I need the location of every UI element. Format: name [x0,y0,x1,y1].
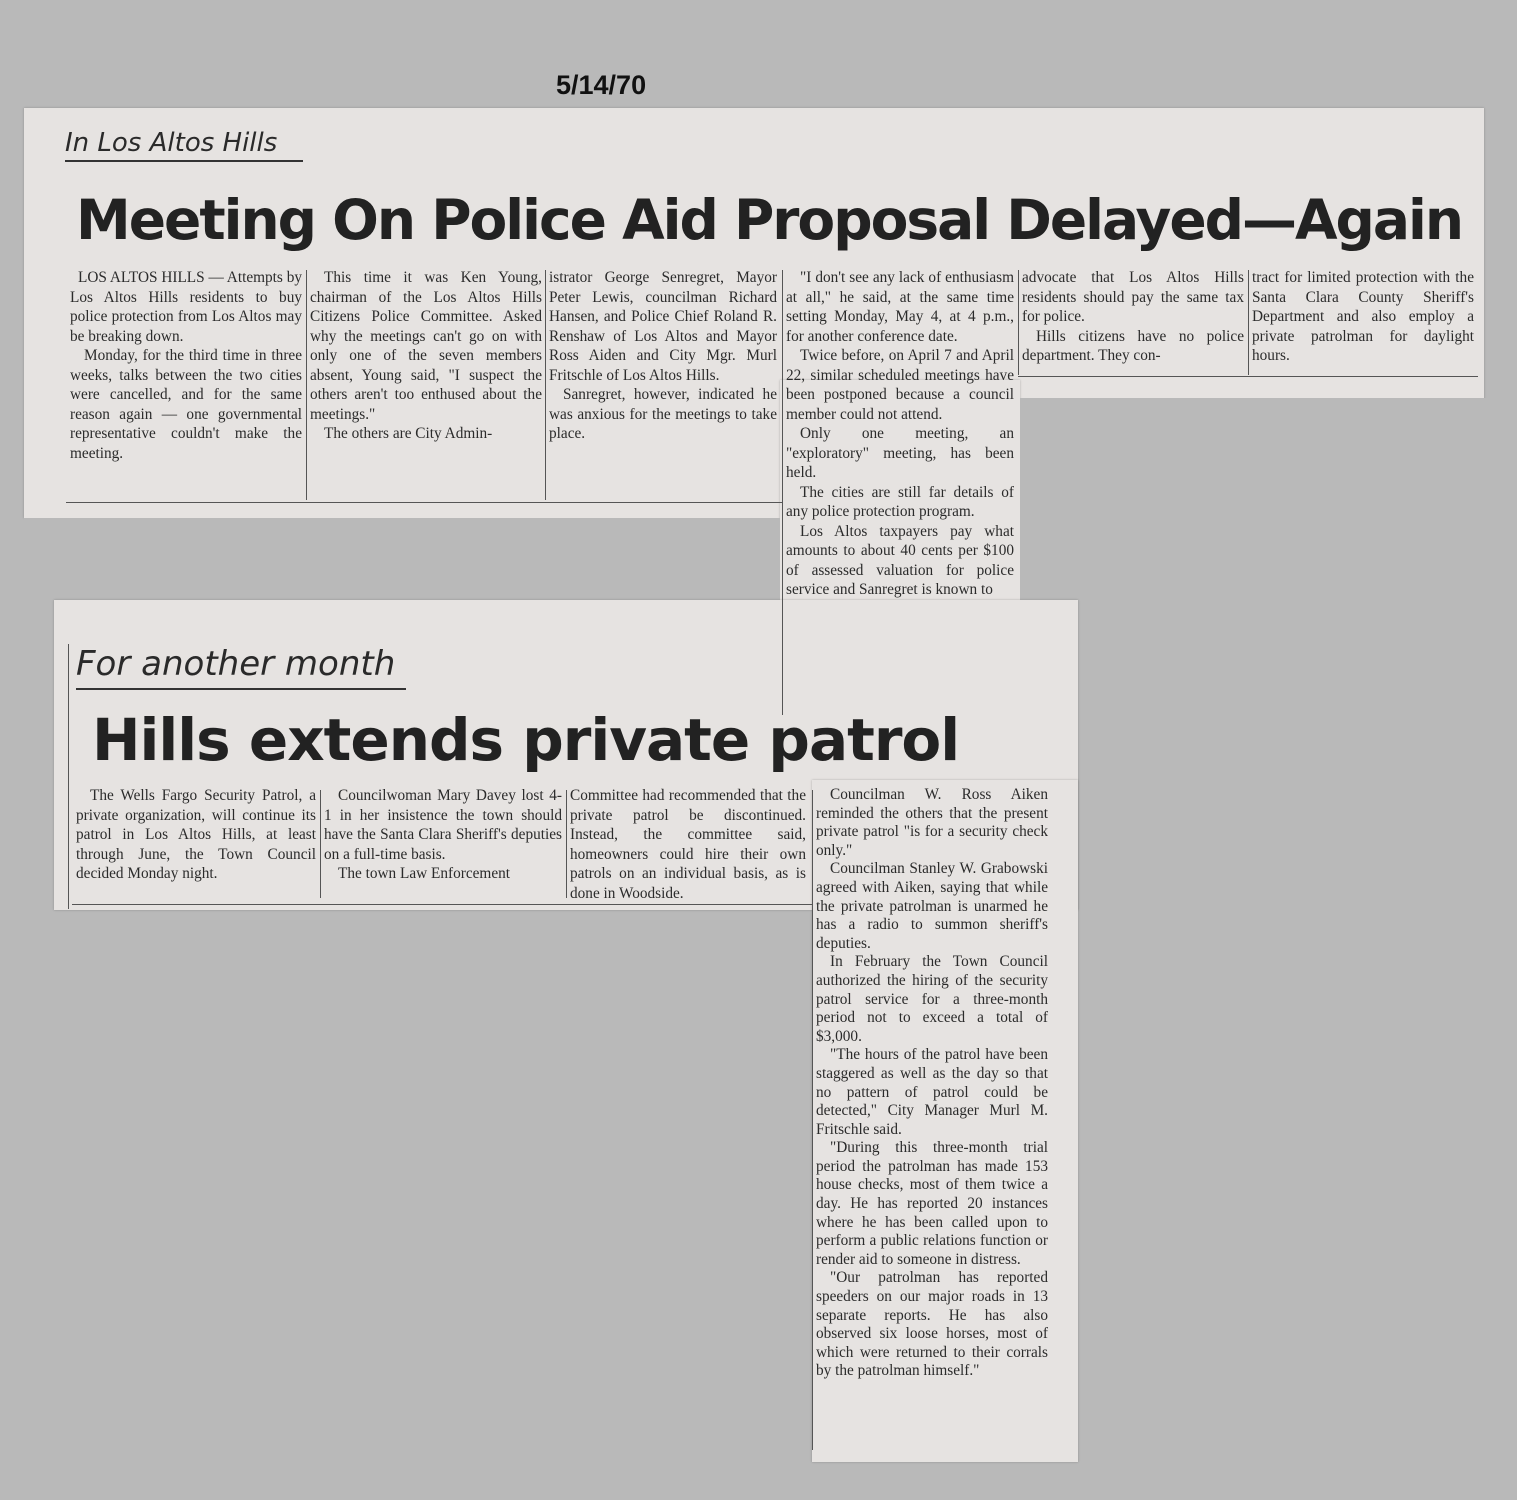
paragraph: tract for limited protection with the Santa Clara County Sheriff's Department and also employ a private patrolman for daylight hours. [1252,269,1474,364]
paragraph: Only one meeting, an "exploratory" meeting, has been held. [786,425,1014,481]
bottom-rule [66,502,782,503]
article1-kicker: In Los Altos Hills [65,128,303,162]
clipping-article1-column-tail-overlap [780,600,1020,720]
paragraph: "Our patrolman has reported speeders on our major roads in 13 separate reports. He has also observed six loose horses, most of which were returned to their corrals by the patrolman himself." [816,1269,1048,1380]
article2-column-3 [566,786,810,903]
paragraph: Monday, for the third time in three weeks, talks between the two cities were cancelled, and for the same reason again — one governmental representative couldn't make the meeting. [70,347,302,462]
article1-column-2 [306,268,546,444]
article1-column-5 [1018,268,1248,366]
article2-kicker: For another month [76,644,406,690]
article2-column-1 [72,786,320,884]
left-rule [68,644,69,909]
paragraph: "During this three-month trial period the patrolman has made 153 house checks, most of them twice a day. He has reported 20 instances where he has been called upon to perform a public relations function or render aid to someone in distress. [816,1139,1048,1268]
paragraph: Sanregret, however, indicated he was anxious for the meetings to take place. [549,386,777,442]
article2-column-4 [812,786,1052,1381]
paragraph: Twice before, on April 7 and April 22, similar scheduled meetings have been postponed because a council member could not attend. [786,347,1014,423]
bottom-rule [72,904,812,905]
clipping-cutout [24,518,780,608]
paragraph: The Wells Fargo Security Patrol, a private organization, will continue its patrol in Los Altos Hills, at least through June, the Town Council decided Monday night. [76,787,316,882]
paragraph: advocate that Los Altos Hills residents should pay the same tax for police. [1022,269,1244,325]
paragraph: Councilman W. Ross Aiken reminded the others that the present private patrol "is for a security check only." [816,786,1048,859]
article1-column-4 [782,268,1018,600]
article1-headline: Meeting On Police Aid Proposal Delayed—Again [76,188,1463,252]
paragraph: The town Law Enforcement [338,865,511,882]
paragraph: In February the Town Council authorized the hiring of the security patrol service for a three-month period not to exceed a total of $3,000. [816,953,1048,1045]
paragraph: This time it was Ken Young, chairman of the Los Altos Hills Citizens Police Committee. Asked why the meetings can't go on with only one of the seven members absent, Young said, "I suspect the others aren't too enthused about the meetings." [310,269,542,423]
paragraph: istrator George Senregret, Mayor Peter Lewis, councilman Richard Hansen, and Police Chief Roland R. Renshaw of Los Altos and Mayor Ross Aiden and City Mgr. Murl Fritschle of Los Altos Hills. [549,269,777,384]
paragraph: Los Altos taxpayers pay what amounts to about 40 cents per $100 of assessed valuation for police service and Sanregret is known to [786,522,1014,598]
paragraph: Councilwoman Mary Davey lost 4-1 in her insistence the town should have the Santa Clara Sheriff's deputies on a full-time basis. [324,787,562,863]
paragraph: The cities are still far details of any police protection program. [786,483,1014,520]
paragraph: The others are City Admin- [324,425,493,442]
article2-headline: Hills extends private patrol [92,706,960,774]
paragraph: Hills citizens have no police department. They con- [1022,327,1244,364]
article1-column-3 [545,268,781,444]
paragraph: LOS ALTOS HILLS — Attempts by Los Altos Hills residents to buy police protection from Los Altos may be breaking down. [70,269,302,345]
article2-column-2 [320,786,566,884]
paragraph: Committee had recommended that the private patrol be discontinued. Instead, the committee said, homeowners could hire their own patrols on an individual basis, as is done in Woodside. [570,787,806,902]
article1-column-6 [1248,268,1478,366]
paragraph: "I don't see any lack of enthusiasm at all," he said, at the same time setting Monday, May 4, at 4 p.m., for another conference date. [786,269,1014,345]
bottom-rule [1018,376,1478,377]
article1-column-1 [66,268,306,463]
clipping-cutout [1020,398,1517,618]
date-note: 5/14/70 [556,70,647,100]
paragraph: Councilman Stanley W. Grabowski agreed with Aiken, saying that while the private patrolman is unarmed he has a radio to summon sheriff's deputies. [816,860,1048,952]
paragraph: "The hours of the patrol have been staggered as well as the day so that no pattern of patrol could be detected," City Manager Murl M. Fritschle said. [816,1046,1048,1138]
